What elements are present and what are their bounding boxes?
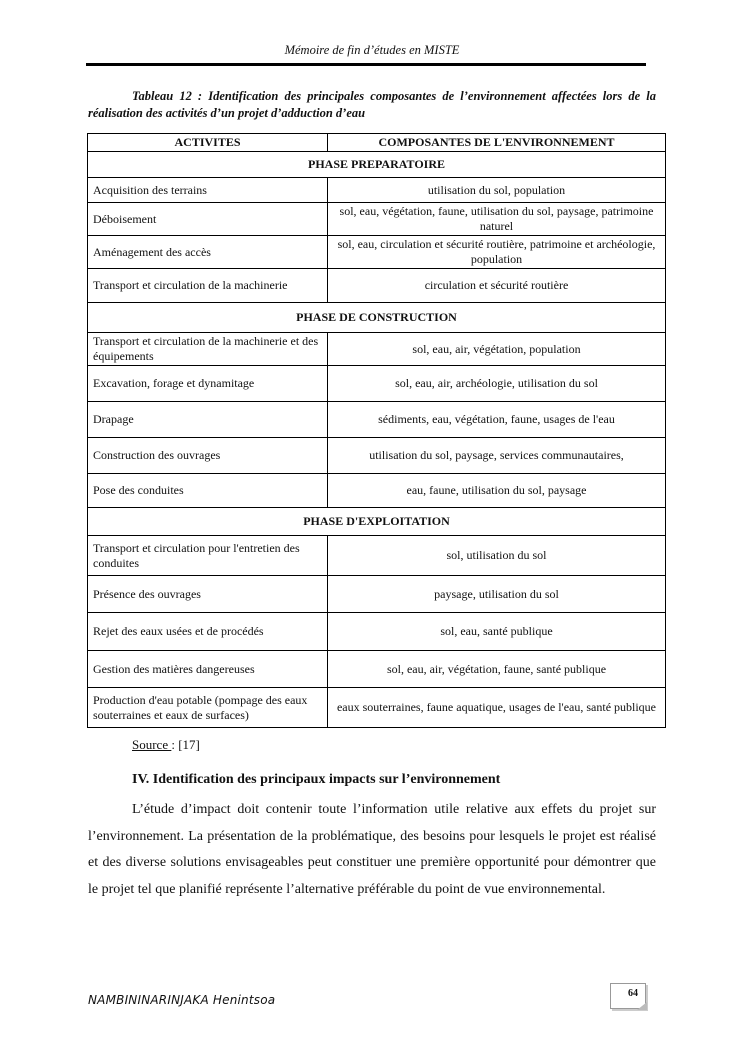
table-row — [88, 203, 666, 236]
table-row — [88, 613, 666, 651]
activity-cell: Excavation, forage et dynamitage — [88, 366, 328, 402]
table-row — [88, 178, 666, 203]
section-heading: IV. Identification des principaux impacts sur l’environnement — [132, 772, 501, 787]
phase-row — [88, 508, 666, 536]
components-cell: sol, eau, air, archéologie, utilisation du sol — [328, 366, 666, 402]
phase-row — [88, 152, 666, 178]
table-row — [88, 536, 666, 576]
table-row — [88, 576, 666, 613]
footer-author: NAMBININARINJAKA Henintsoa — [88, 993, 276, 1007]
col-header-composantes: COMPOSANTES DE L'ENVIRONNEMENT — [328, 134, 666, 152]
activity-cell: Déboisement — [88, 203, 328, 236]
components-cell: sédiments, eau, végétation, faune, usages de l'eau — [328, 402, 666, 438]
source-reference: : [17] — [171, 737, 200, 752]
components-cell: utilisation du sol, paysage, services communautaires, — [328, 438, 666, 474]
table-row — [88, 333, 666, 366]
table-caption: Tableau 12 : Identification des principales composantes de l’environnement affectées lors de la réalisation des activités d’un projet d’adduction d’eau — [88, 89, 656, 120]
running-header: Mémoire de fin d’études en MISTE — [284, 43, 460, 57]
components-cell: sol, eau, santé publique — [328, 613, 666, 651]
table-header-row — [88, 134, 666, 152]
phase-label: PHASE DE CONSTRUCTION — [88, 303, 666, 333]
components-table — [87, 133, 666, 728]
activity-cell: Gestion des matières dangereuses — [88, 651, 328, 688]
components-cell: circulation et sécurité routière — [328, 269, 666, 303]
components-cell: paysage, utilisation du sol — [328, 576, 666, 613]
page-curl-icon — [637, 1002, 647, 1010]
table-row — [88, 269, 666, 303]
components-cell: sol, eau, circulation et sécurité routière, patrimoine et archéologie, population — [328, 236, 666, 269]
activity-cell: Transport et circulation de la machinerie — [88, 269, 328, 303]
activity-cell: Rejet des eaux usées et de procédés — [88, 613, 328, 651]
phase-label: PHASE D'EXPLOITATION — [88, 508, 666, 536]
page-number-box — [610, 983, 646, 1009]
activity-cell: Transport et circulation pour l'entretien des conduites — [88, 536, 328, 576]
components-cell: sol, utilisation du sol — [328, 536, 666, 576]
activity-cell: Production d'eau potable (pompage des eaux souterraines et eaux de surfaces) — [88, 688, 328, 728]
components-cell: sol, eau, végétation, faune, utilisation du sol, paysage, patrimoine naturel — [328, 203, 666, 236]
activity-cell: Présence des ouvrages — [88, 576, 328, 613]
table-row — [88, 651, 666, 688]
phase-label: PHASE PREPARATOIRE — [88, 152, 666, 178]
activity-cell: Transport et circulation de la machinerie et des équipements — [88, 333, 328, 366]
phase-row — [88, 303, 666, 333]
components-cell: utilisation du sol, population — [328, 178, 666, 203]
source-note — [132, 737, 200, 753]
table-row — [88, 438, 666, 474]
table-row — [88, 236, 666, 269]
table-row — [88, 688, 666, 728]
page-number: 64 — [628, 988, 638, 999]
activity-cell: Aménagement des accès — [88, 236, 328, 269]
source-label: Source — [132, 737, 172, 752]
header-rule — [86, 63, 646, 66]
activity-cell: Drapage — [88, 402, 328, 438]
table-row — [88, 402, 666, 438]
activity-cell: Pose des conduites — [88, 474, 328, 508]
table-row — [88, 474, 666, 508]
body-paragraph: L’étude d’impact doit contenir toute l’information utile relative aux effets du projet sur l’environnement. La présentation de la problématique, des besoins pour lesquels le projet est réalisé et des diverse solutions envisageables peut constituer une première opportunité pour démontrer que le projet tel que planifié représente l’alternative préférable du point de vue environnemental. — [88, 802, 656, 897]
table-row — [88, 366, 666, 402]
col-header-activites: ACTIVITES — [88, 134, 328, 152]
components-cell: sol, eau, air, végétation, faune, santé publique — [328, 651, 666, 688]
components-cell: sol, eau, air, végétation, population — [328, 333, 666, 366]
components-cell: eaux souterraines, faune aquatique, usages de l'eau, santé publique — [328, 688, 666, 728]
activity-cell: Construction des ouvrages — [88, 438, 328, 474]
activity-cell: Acquisition des terrains — [88, 178, 328, 203]
components-cell: eau, faune, utilisation du sol, paysage — [328, 474, 666, 508]
